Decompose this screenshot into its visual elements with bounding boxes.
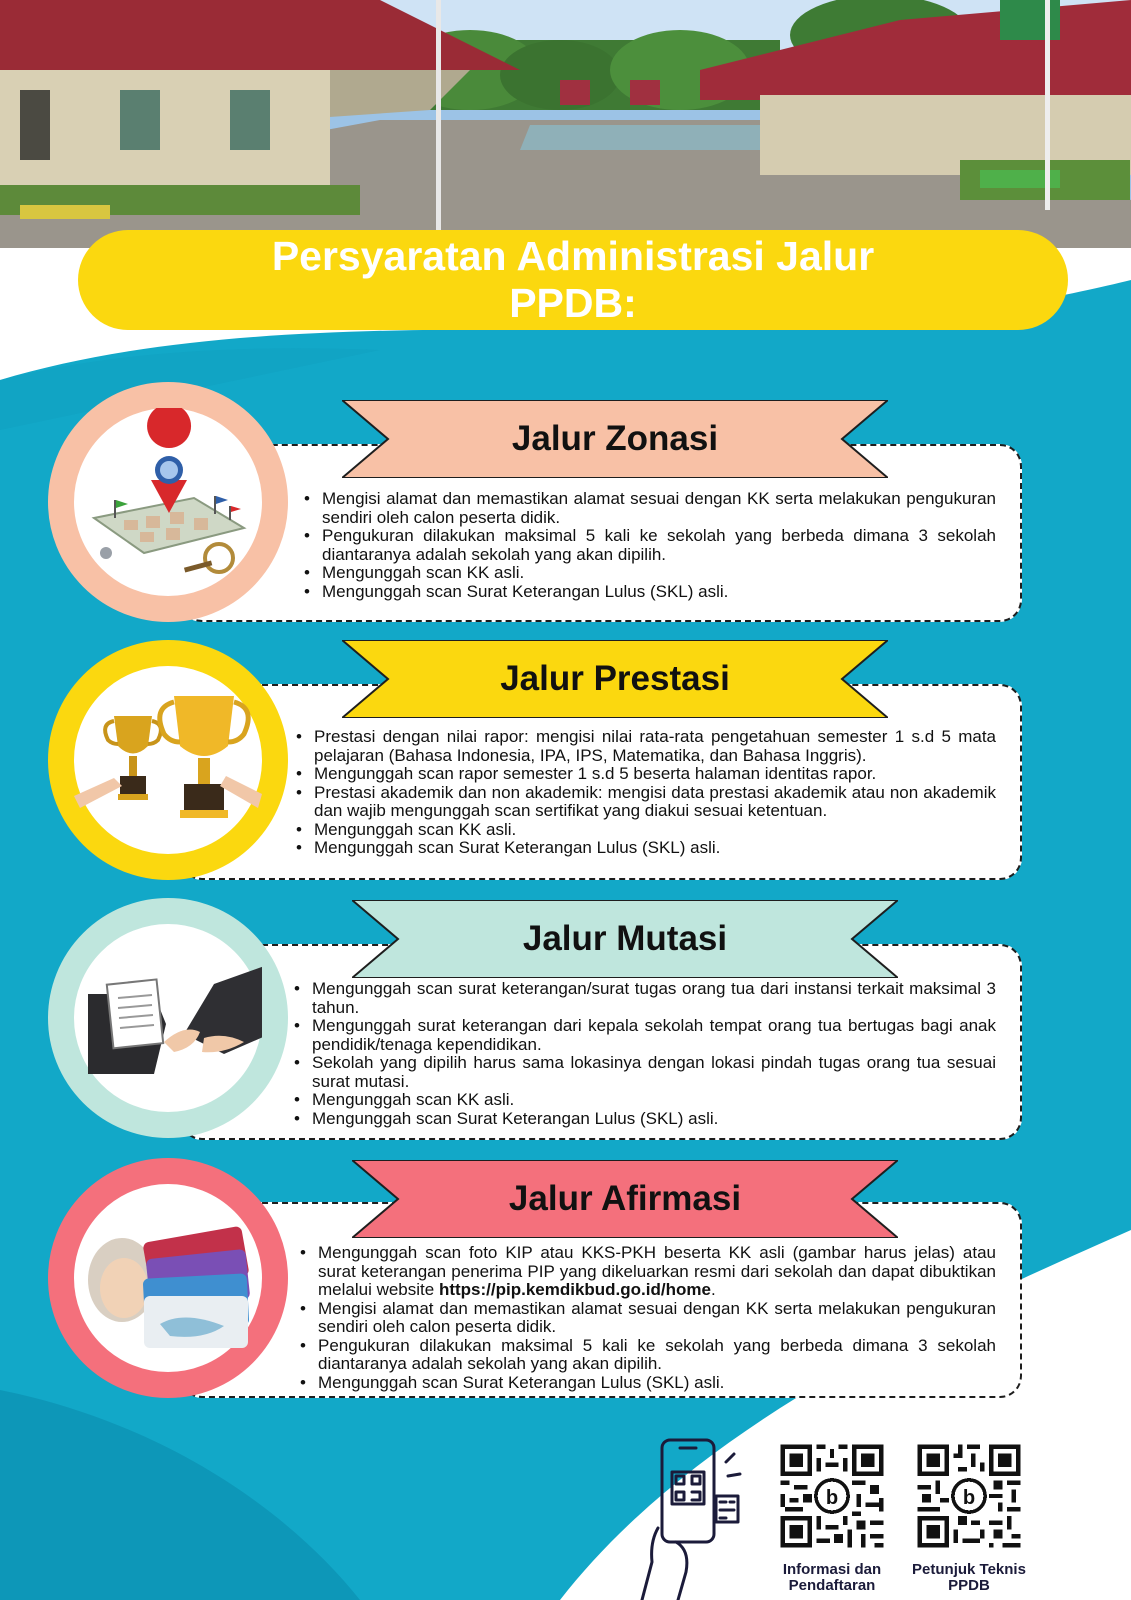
handshake-icon: [74, 924, 262, 1112]
list-item: • Mengunggah scan Surat Keterangan Lulus (SKL) asli.: [294, 839, 996, 858]
school-photo: [0, 0, 1131, 248]
section-ribbon-afirmasi: [352, 1160, 898, 1238]
list-item: • Mengunggah scan KK asli.: [302, 564, 996, 583]
list-item: • Pengukuran dilakukan maksimal 5 kali ke sekolah yang berbeda dimana 3 sekolah diantaranya adalah sekolah yang akan dipilih.: [302, 527, 996, 564]
list-item: • Mengunggah scan Surat Keterangan Lulus (SKL) asli.: [292, 1110, 996, 1129]
section-ribbon-mutasi: [352, 900, 898, 978]
mutasi-circle: [48, 898, 288, 1138]
section-ribbon-prestasi: [342, 640, 888, 718]
list-item: • Mengisi alamat dan memastikan alamat sesuai dengan KK serta melakukan pengukuran sendiri oleh calon peserta didik.: [298, 1300, 996, 1337]
id-cards-icon: [74, 1184, 262, 1372]
requirements-list: [292, 980, 996, 1128]
list-item: • Mengunggah scan KK asli.: [294, 821, 996, 840]
list-item: • Mengunggah surat keterangan dari kepala sekolah tempat orang tua bertugas bagi anak pendidik/tenaga kependidikan.: [292, 1017, 996, 1054]
list-item: • Prestasi dengan nilai rapor: mengisi nilai rata-rata pengetahuan semester 1 s.d 5 mata pelajaran (Bahasa Indonesia, IPA, IPS, Matematika, dan Bahasa Inggris).: [294, 728, 996, 765]
qr-code-icon: [913, 1440, 1025, 1552]
list-item-text: Mengunggah scan foto KIP atau KKS-PKH beserta KK asli (gambar harus jelas) atau surat keterangan penerima PIP yang dikeluarkan resmi dari sekolah dan dapat dibuktikan melalui website: [318, 1243, 996, 1299]
qr-label-info-pendaftaran: Informasi dan Pendaftaran: [782, 1561, 882, 1594]
list-item: • Sekolah yang dipilih harus sama lokasinya dengan lokasi pindah tugas orang tua sesuai surat mutasi.: [292, 1054, 996, 1091]
trophy-icon: [74, 666, 262, 854]
svg-text:b: b: [825, 1487, 839, 1510]
prestasi-circle: [48, 640, 288, 880]
list-item: • Mengunggah scan surat keterangan/surat tugas orang tua dari instansi terkait maksimal 3 tahun.: [292, 980, 996, 1017]
map-pin-icon: [74, 408, 262, 596]
requirements-list: [298, 1244, 996, 1392]
requirements-list: [302, 490, 996, 601]
afirmasi-circle: [48, 1158, 288, 1398]
list-item: • Mengisi alamat dan memastikan alamat sesuai dengan KK serta melakukan pengukuran sendiri oleh calon peserta didik.: [302, 490, 996, 527]
section-title: Jalur Zonasi: [511, 419, 719, 458]
section-title: Jalur Afirmasi: [508, 1179, 742, 1218]
list-item-text: .: [710, 1280, 716, 1299]
section-ribbon-zonasi: [342, 400, 888, 478]
qr-code-petunjuk-teknis[interactable]: [913, 1440, 1025, 1552]
section-title: Jalur Prestasi: [500, 659, 730, 698]
svg-text:b: b: [962, 1487, 976, 1510]
section-title: Jalur Mutasi: [522, 919, 728, 958]
title-banner: [78, 230, 1068, 330]
list-item: • Mengunggah scan Surat Keterangan Lulus (SKL) asli.: [298, 1374, 996, 1393]
qr-label-petunjuk-teknis: Petunjuk Teknis PPDB: [912, 1561, 1026, 1594]
zonasi-circle: [48, 382, 288, 622]
list-item: • Prestasi akademik dan non akademik: mengisi data prestasi akademik atau non akademik dan wajib mengunggah scan sertifikat yang diakui sesuai ketentuan.: [294, 784, 996, 821]
qr-code-info-pendaftaran[interactable]: [776, 1440, 888, 1552]
pip-website-link[interactable]: https://pip.kemdikbud.go.id/home: [438, 1280, 711, 1299]
list-item: • Mengunggah scan KK asli.: [292, 1091, 996, 1110]
list-item: [298, 1244, 996, 1300]
qr-code-icon: [776, 1440, 888, 1552]
list-item: • Mengunggah scan Surat Keterangan Lulus (SKL) asli.: [302, 583, 996, 602]
list-item: • Pengukuran dilakukan maksimal 5 kali ke sekolah yang berbeda dimana 3 sekolah diantaranya adalah sekolah yang akan dipilih.: [298, 1337, 996, 1374]
page-title: Persyaratan Administrasi Jalur PPDB:: [271, 233, 875, 326]
list-item: • Mengunggah scan rapor semester 1 s.d 5 beserta halaman identitas rapor.: [294, 765, 996, 784]
phone-scan-icon: [636, 1432, 756, 1600]
requirements-list: [294, 728, 996, 858]
